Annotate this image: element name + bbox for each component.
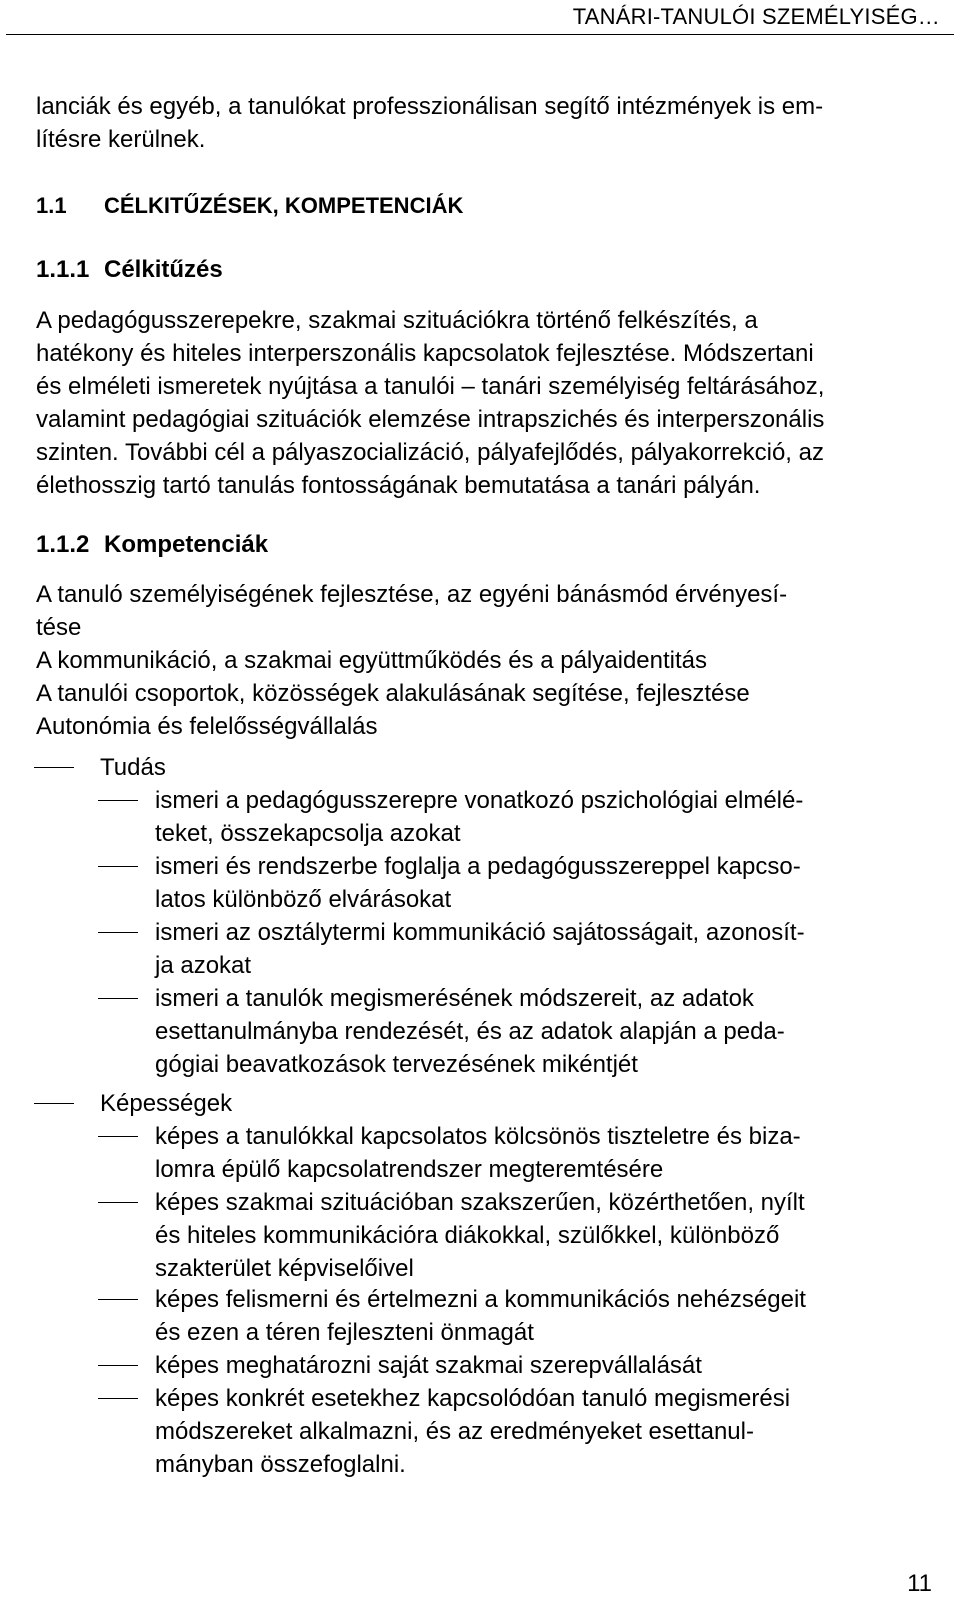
text-line: lanciák és egyéb, a tanulókat professzionálisan segítő intézmények is em-	[36, 93, 824, 120]
dash-bullet-icon	[98, 1136, 138, 1137]
goal-paragraph	[36, 304, 938, 502]
text-line: A tanuló személyiségének fejlesztése, az egyéni bánásmód érvényesí-	[36, 581, 788, 608]
subsection-number: 1.1.1	[36, 256, 90, 283]
subsection-title: Célkitűzés	[104, 256, 223, 283]
subsection-number: 1.1.2	[36, 531, 90, 558]
text-line: lomra épülő kapcsolatrendszer megteremtésére	[155, 1156, 664, 1183]
text-line: A kommunikáció, a szakmai együttműködés és a pályaidentitás	[36, 647, 708, 674]
text-line: ismeri a tanulók megismerésének módszereit, az adatok	[155, 985, 754, 1012]
dash-bullet-icon	[98, 1299, 138, 1300]
list-item	[155, 916, 805, 982]
dash-bullet-icon	[98, 998, 138, 999]
subsection-heading-2	[36, 531, 268, 559]
text-line: és hiteles kommunikációra diákokkal, szülőkkel, különböző	[155, 1222, 780, 1249]
subsection-title: Kompetenciák	[104, 531, 269, 558]
dash-bullet-icon	[98, 1202, 138, 1203]
text-line: és elméleti ismeretek nyújtása a tanulói – tanári személyiség feltárásához,	[36, 373, 825, 400]
list-item	[155, 1186, 805, 1285]
dash-bullet-icon	[98, 800, 138, 801]
text-line: módszereket alkalmazni, és az eredményeket esettanul-	[155, 1418, 754, 1445]
running-header	[6, 0, 954, 35]
text-line: tése	[36, 614, 82, 641]
text-line: szakterület képviselőivel	[155, 1255, 414, 1282]
dash-bullet-icon	[34, 767, 74, 768]
text-line: valamint pedagógiai szituációk elemzése intrapszichés és interperszonális	[36, 406, 825, 433]
text-line: szinten. További cél a pályaszocializáció, pályafejlődés, pályakorrekció, az	[36, 439, 824, 466]
dash-bullet-icon	[34, 1103, 74, 1104]
list-item	[155, 1120, 801, 1186]
competency-list	[36, 578, 938, 743]
list-item-knowledge	[100, 751, 166, 784]
list-item-abilities	[100, 1087, 232, 1120]
text-line: esettanulmányba rendezését, és az adatok alapján a peda-	[155, 1018, 785, 1045]
text-line: ismeri az osztálytermi kommunikáció sajátosságait, azonosít-	[155, 919, 805, 946]
list-item	[155, 1349, 702, 1382]
list-item	[155, 1382, 790, 1481]
text-line: képes szakmai szituációban szakszerűen, közérthetően, nyílt	[155, 1189, 805, 1216]
text-line: hatékony és hiteles interperszonális kapcsolatok fejlesztése. Módszertani	[36, 340, 814, 367]
text-line: élethosszig tartó tanulás fontosságának bemutatása a tanári pályán.	[36, 472, 761, 499]
section-title: CÉLKITŰZÉSEK, KOMPETENCIÁK	[104, 193, 464, 218]
text-line: lítésre kerülnek.	[36, 126, 206, 153]
list-item	[155, 1283, 806, 1349]
dash-bullet-icon	[98, 1398, 138, 1399]
subsection-heading-1	[36, 256, 223, 284]
list-label: Tudás	[100, 754, 166, 781]
list-item	[155, 982, 785, 1081]
text-line: képes konkrét esetekhez kapcsolódóan tanuló megismerési	[155, 1385, 791, 1412]
text-line: teket, összekapcsolja azokat	[155, 820, 461, 847]
text-line: és ezen a téren fejleszteni önmagát	[155, 1319, 534, 1346]
section-heading	[36, 193, 463, 219]
dash-bullet-icon	[98, 1365, 138, 1366]
text-line: képes a tanulókkal kapcsolatos kölcsönös tiszteletre és biza-	[155, 1123, 801, 1150]
intro-paragraph	[36, 90, 938, 156]
text-line: képes felismerni és értelmezni a kommunikációs nehézségeit	[155, 1286, 806, 1313]
list-item	[155, 850, 801, 916]
dash-bullet-icon	[98, 932, 138, 933]
text-line: mányban összefoglalni.	[155, 1451, 406, 1478]
page-number: 11	[907, 1570, 932, 1597]
dash-bullet-icon	[98, 866, 138, 867]
text-line: ja azokat	[155, 952, 252, 979]
text-line: ismeri és rendszerbe foglalja a pedagógusszereppel kapcso-	[155, 853, 801, 880]
list-item	[155, 784, 803, 850]
header-title: TANÁRI-TANULÓI SZEMÉLYISÉG…	[572, 4, 940, 29]
text-line: A pedagógusszerepekre, szakmai szituációkra történő felkészítés, a	[36, 307, 758, 334]
section-number: 1.1	[36, 193, 67, 218]
text-line: képes meghatározni saját szakmai szerepvállalását	[155, 1352, 702, 1379]
list-label: Képességek	[100, 1090, 233, 1117]
text-line: ismeri a pedagógusszerepre vonatkozó pszichológiai elmélé-	[155, 787, 804, 814]
text-line: Autonómia és felelősségvállalás	[36, 713, 378, 740]
text-line: gógiai beavatkozások tervezésének mikéntjét	[155, 1051, 638, 1078]
text-line: latos különböző elvárásokat	[155, 886, 452, 913]
text-line: A tanulói csoportok, közösségek alakulásának segítése, fejlesztése	[36, 680, 750, 707]
